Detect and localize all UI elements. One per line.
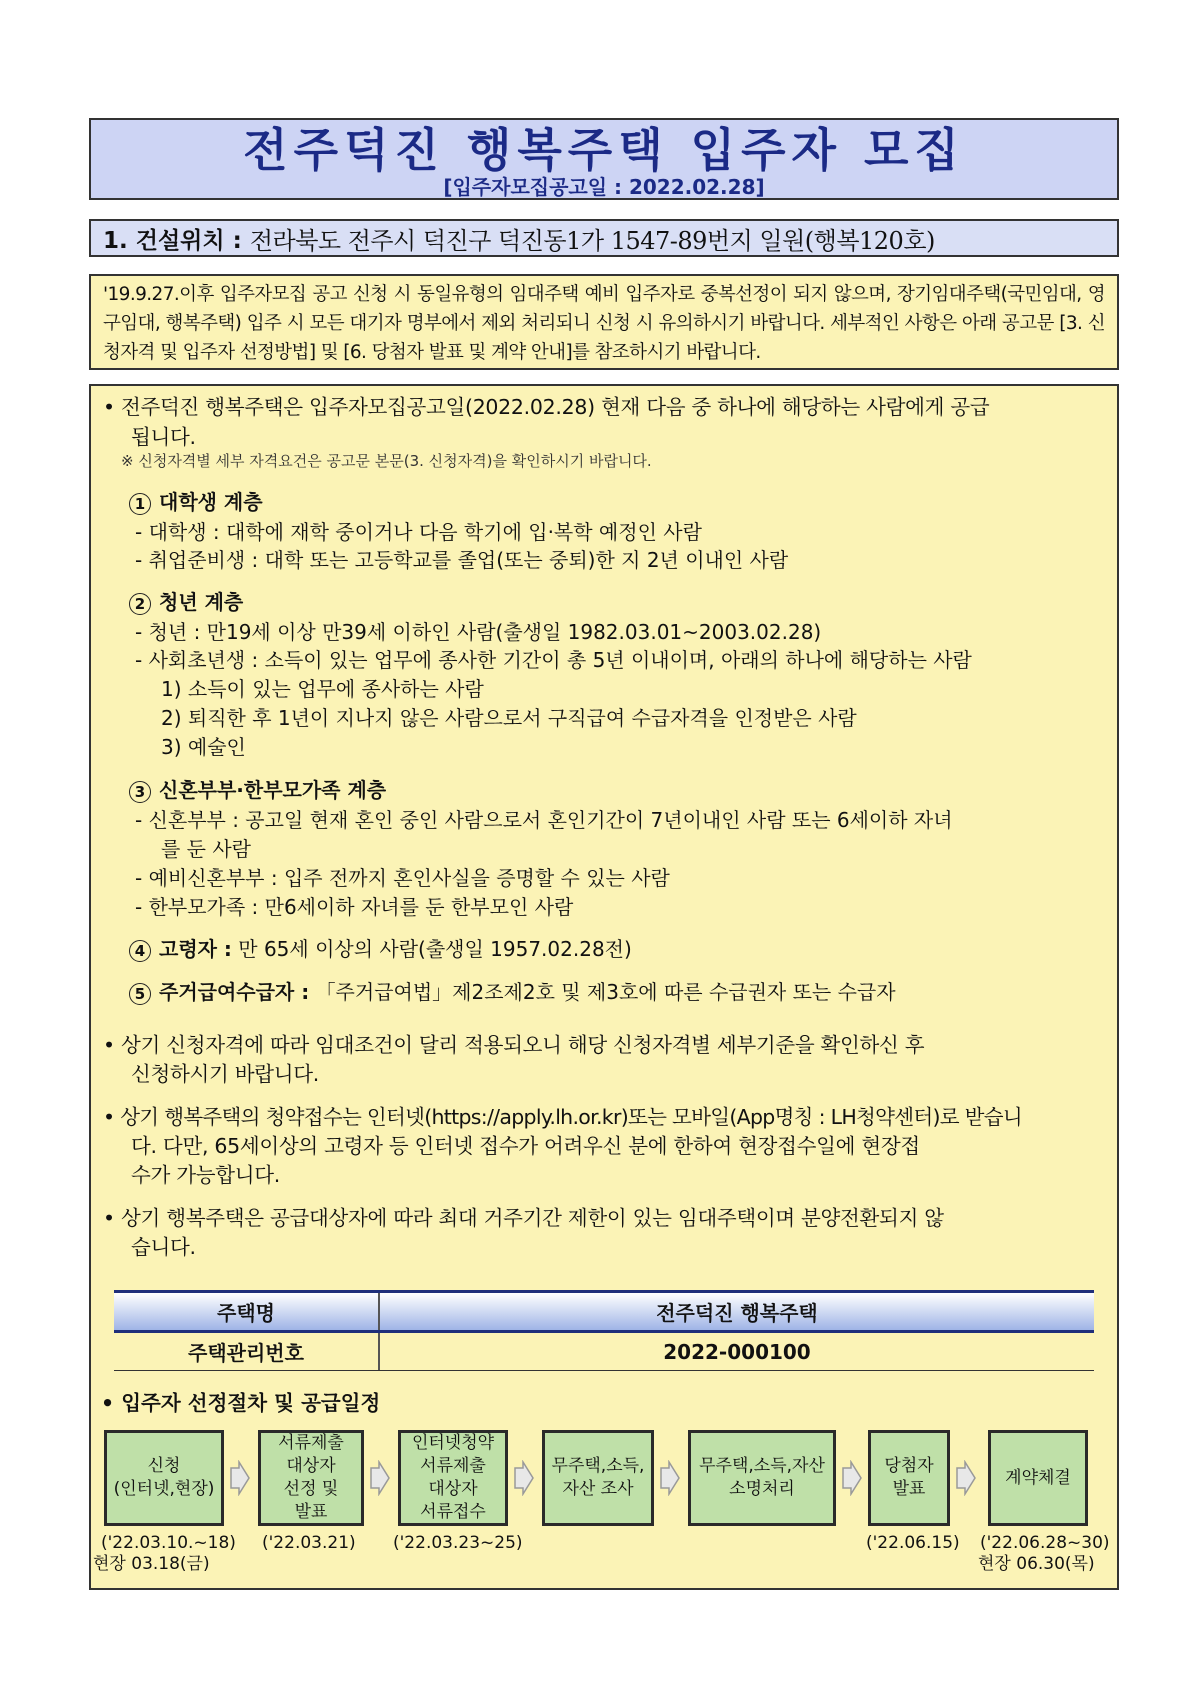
list-item: - 사회초년생 : 소득이 있는 업무에 종사한 기간이 총 5년 이내이며, 아래의 하나에 해당하는 사람 <box>135 648 972 672</box>
bullet-3-line-2: 습니다. <box>131 1235 196 1259</box>
intro-line-2: 됩니다. <box>131 425 196 449</box>
category-4-text: 만 65세 이상의 사람(출생일 1957.02.28전) <box>238 937 632 961</box>
step-apply: 신청 (인터넷,현장) <box>104 1430 224 1526</box>
date-winner: ('22.06.15) <box>866 1533 960 1553</box>
title-box <box>89 118 1119 200</box>
date-apply: ('22.03.10.~18) <box>101 1533 236 1553</box>
category-5 <box>129 976 896 1005</box>
date-contract-onsite: 현장 06.30(목) <box>978 1554 1095 1574</box>
housing-info-table <box>114 1290 1094 1371</box>
bullet-2-line-3: 수가 가능합니다. <box>131 1163 280 1187</box>
location-label: 1. 건설위치 : <box>103 227 242 254</box>
step-asset-check: 무주택,소득, 자산 조사 <box>542 1430 654 1526</box>
location-value: 전라북도 전주시 덕진구 덕진동1가 1547-89번지 일원(행복120호) <box>249 226 935 255</box>
circle-number-icon: 5 <box>129 983 151 1005</box>
schedule-title: • 입주자 선정절차 및 공급일정 <box>101 1391 381 1415</box>
bullet-2-line-2: 다. 다만, 65세이상의 고령자 등 인터넷 접수가 어려우신 분에 한하여 현장접수일에 현장접 <box>131 1134 920 1158</box>
category-4 <box>129 933 632 962</box>
category-1-title: 1 대학생 계층 <box>129 486 263 515</box>
circle-number-icon: 3 <box>129 781 151 803</box>
step-contract: 계약체결 <box>988 1430 1088 1526</box>
intro-line-1: • 전주덕진 행복주택은 입주자모집공고일(2022.02.28) 현재 다음 중 하나에 해당하는 사람에게 공급 <box>103 395 990 419</box>
list-item: - 대학생 : 대학에 재학 중이거나 다음 학기에 입·복학 예정인 사람 <box>135 520 702 544</box>
category-2-title: 2 청년 계층 <box>129 586 243 615</box>
location-box <box>89 219 1119 257</box>
list-item: - 예비신혼부부 : 입주 전까지 혼인사실을 증명할 수 있는 사람 <box>135 866 670 890</box>
page-title: 전주덕진 행복주택 입주자 모집 <box>243 123 965 177</box>
list-item: 3) 예술인 <box>161 735 246 759</box>
bullet-3-line-1: • 상기 행복주택은 공급대상자에 따라 최대 거주기간 제한이 있는 임대주택이며 분양전환되지 않 <box>103 1206 944 1230</box>
notice-box <box>89 274 1119 370</box>
date-contract: ('22.06.28~30) <box>980 1533 1110 1553</box>
category-4-title: 고령자 : <box>159 937 232 961</box>
circle-number-icon: 1 <box>129 493 151 515</box>
circle-number-icon: 4 <box>129 940 151 962</box>
housing-name-value: 전주덕진 행복주택 <box>656 1301 818 1325</box>
date-document-submit: ('22.03.23~25) <box>393 1533 523 1553</box>
notice-text: '19.9.27.이후 입주자모집 공고 신청 시 동일유형의 임대주택 예비 입주자로 중복선정이 되지 않으며, 장기임대주택(국민임대, 영구임대, 행복주택) 입주 시 모든 대기자 명부에서 제외 처리되니 신청 시 유의하시기 바랍니다. 세부적인 사항은 아래 공고문 [3. 신청자격 및 입주자 선정방법] 및 [6. 당첨자 발표 및 계약 안내]를 참조하시기 바랍니다. <box>103 284 1105 363</box>
step-explanation: 무주택,소득,자산 소명처리 <box>688 1430 836 1526</box>
arrow-right-icon <box>369 1460 391 1496</box>
date-apply-onsite: 현장 03.18(금) <box>93 1554 210 1574</box>
list-item: - 신혼부부 : 공고일 현재 혼인 중인 사람으로서 혼인기간이 7년이내인 사람 또는 6세이하 자녀 <box>135 808 953 832</box>
housing-id-label: 주택관리번호 <box>114 1333 380 1370</box>
bullet-1-line-2: 신청하시기 바랍니다. <box>131 1062 319 1086</box>
arrow-right-icon <box>513 1460 535 1496</box>
bullet-2-line-1: • 상기 행복주택의 청약접수는 인터넷(https://apply.lh.or.kr)또는 모바일(App명칭 : LH청약센터)로 받습니 <box>103 1105 1022 1129</box>
housing-id-value: 2022-000100 <box>663 1339 811 1364</box>
table-row <box>114 1333 1094 1371</box>
step-document-submit: 인터넷청약 서류제출 대상자 서류접수 <box>398 1430 508 1526</box>
circle-number-icon: 2 <box>129 593 151 615</box>
list-item: 1) 소득이 있는 업무에 종사하는 사람 <box>161 677 484 701</box>
bullet-1-line-1: • 상기 신청자격에 따라 임대조건이 달리 적용되오니 해당 신청자격별 세부기준을 확인하신 후 <box>103 1033 925 1057</box>
arrow-right-icon <box>229 1460 251 1496</box>
arrow-right-icon <box>841 1460 863 1496</box>
category-5-title: 주거급여수급자 : <box>159 980 310 1004</box>
list-item: - 취업준비생 : 대학 또는 고등학교를 졸업(또는 중퇴)한 지 2년 이내인 사람 <box>135 548 789 572</box>
intro-note: ※ 신청자격별 세부 자격요건은 공고문 본문(3. 신청자격)을 확인하시기 바랍니다. <box>121 452 652 470</box>
category-3-title: 3 신혼부부·한부모가족 계층 <box>129 774 386 803</box>
step-document-target: 서류제출 대상자 선정 및 발표 <box>258 1430 364 1526</box>
step-winner-announce: 당첨자 발표 <box>868 1430 950 1526</box>
date-document-target: ('22.03.21) <box>262 1533 356 1553</box>
list-item: 2) 퇴직한 후 1년이 지나지 않은 사람으로서 구직급여 수급자격을 인정받은 사람 <box>161 706 857 730</box>
list-item: 를 둔 사람 <box>161 837 251 861</box>
arrow-right-icon <box>955 1460 977 1496</box>
table-row <box>114 1290 1094 1333</box>
housing-name-label: 주택명 <box>114 1293 380 1330</box>
list-item: - 한부모가족 : 만6세이하 자녀를 둔 한부모인 사람 <box>135 895 574 919</box>
arrow-right-icon <box>659 1460 681 1496</box>
announcement-date: [입주자모집공고일 : 2022.02.28] <box>443 175 765 199</box>
category-5-text: 「주거급여법」제2조제2호 및 제3호에 따른 수급권자 또는 수급자 <box>315 980 896 1004</box>
list-item: - 청년 : 만19세 이상 만39세 이하인 사람(출생일 1982.03.01~2003.02.28) <box>135 620 822 644</box>
